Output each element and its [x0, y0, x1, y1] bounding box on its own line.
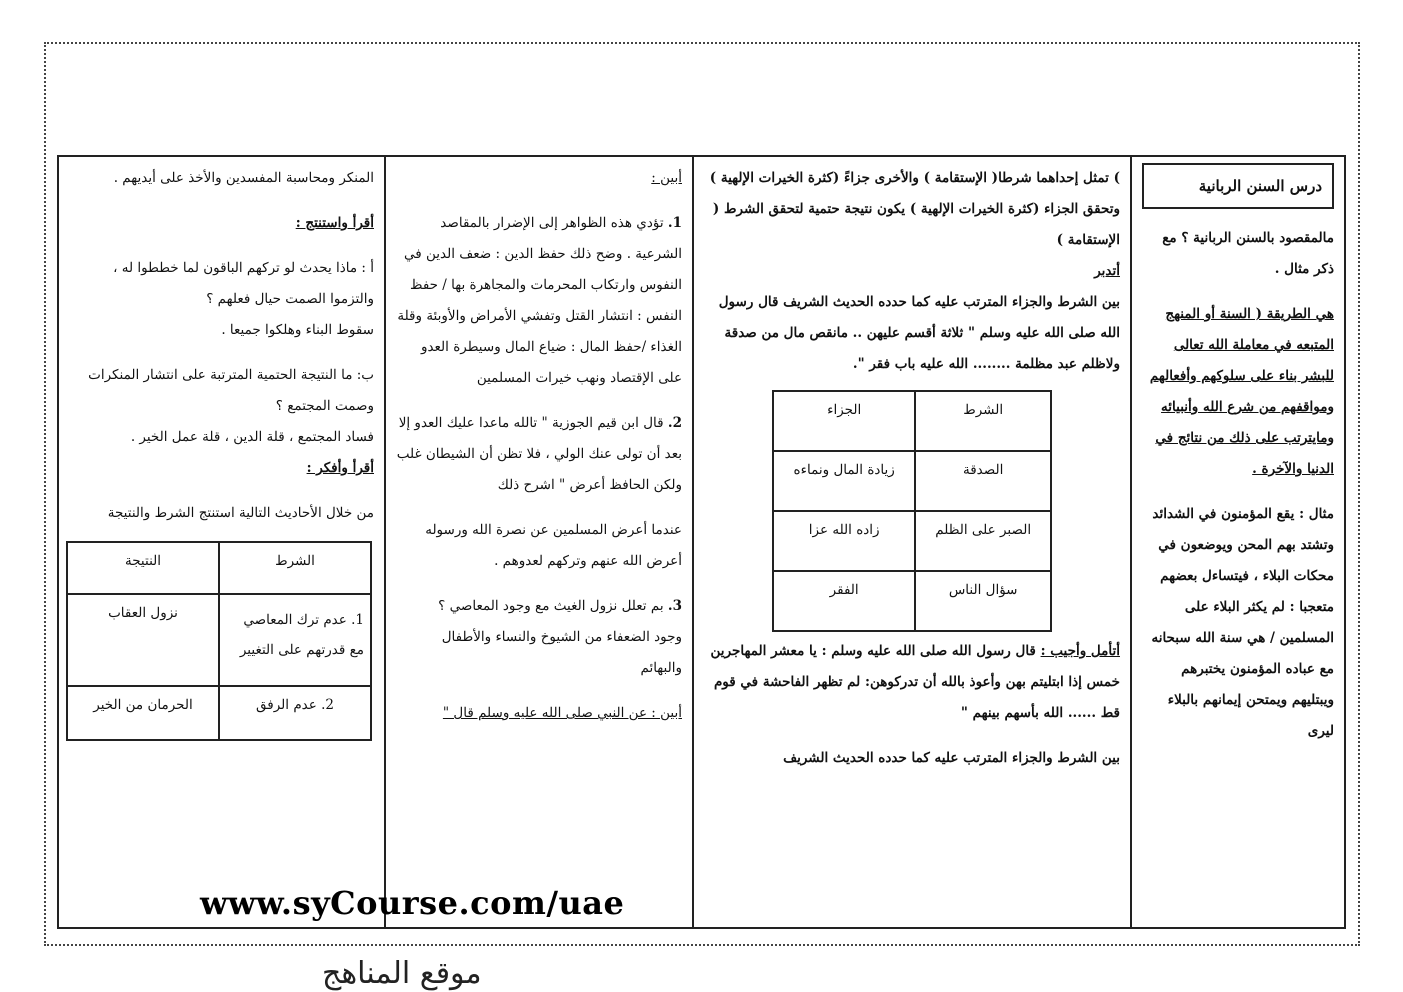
heading-reflect: أتأمل وأجيب : — [1040, 643, 1120, 659]
reflect-hadith: قال رسول الله صلى الله عليه وسلم : يا معشر المهاجرين خمس إذا ابتليتم بهن وأعوذ بالله أن تدركوهن: لم تظهر الفاحشة في قوم قط ...... الله بأسهم بينهم " — [710, 643, 1120, 721]
item-number: 2. — [667, 415, 682, 431]
reflect-paragraph — [704, 636, 1120, 729]
table-cell: 1. عدم ترك المعاصي مع قدرتهم على التغيير — [219, 594, 371, 686]
worksheet-frame — [57, 155, 1346, 929]
lesson-title: درس السنن الربانية — [1142, 163, 1334, 209]
item-2 — [396, 408, 682, 501]
heading-read-think: أقرأ وأفكر : — [306, 460, 374, 476]
table-header: الشرط — [915, 391, 1051, 451]
column-explain — [386, 157, 692, 927]
table-cell: 2. عدم الرفق — [219, 686, 371, 740]
item-number: 3. — [667, 598, 682, 614]
item-2-text: قال ابن قيم الجوزية " تالله ماعدا عليك العدو إلا بعد أن تولى عنك الولي ، فلا تظن أن الشيطان غلب ولكن الحافظ أعرض " اشرح ذلك — [396, 415, 682, 493]
table-cell: الصدقة — [915, 451, 1051, 511]
definition-answer: هي الطريقة ( السنة أو المنهج المتبعه في معاملة الله تعالى للبشر بناء على سلوكهم وأفعالهم ومواقفهم من شرع الله وأنبيائه ومايترتب على ذلك من نتائج في الدنيا والآخرة . — [1149, 306, 1334, 477]
table-cell: زاده الله عزا — [773, 511, 915, 571]
intro-paragraph: ) تمثل إحداهما شرطا( الإستقامة ) والأخرى جزاءً (كثرة الخيرات الإلهية ) وتحقق الجزاء (كثرة الخيرات الإلهية ) يكون نتيجة حتمية لتحقق الشرط ( الإستقامة ) — [709, 170, 1120, 248]
item-number: 1. — [667, 215, 682, 231]
item-1-text: تؤدي هذه الظواهر إلى الإضرار بالمقاصد الشرعية . وضح ذلك حفظ الدين : ضعف الدين في النفوس وارتكاب المحرمات والمجاهرة بها / حفظ النفس : انتشار القتل وتفشي الأمراض والأوبئة وقلة الغذاء /حفظ المال : ضياع المال وسيطرة العدو على الإقتصاد ونهب خيرات المسلمين — [397, 215, 682, 386]
heading-read-deduce: أقرأ واستنتج : — [295, 215, 374, 231]
table-header: النتيجة — [67, 542, 219, 594]
table-header: الشرط — [219, 542, 371, 594]
item-3-text: بم تعلل نزول الغيث مع وجود المعاصي ؟ — [438, 598, 664, 614]
question-definition: مالمقصود بالسنن الربانية ؟ مع ذكر مثال . — [1162, 230, 1334, 277]
answer-a: سقوط البناء وهلكوا جميعا . — [221, 322, 374, 338]
table-cell: نزول العقاب — [67, 594, 219, 686]
question-b: ب: ما النتيجة الحتمية المترتبة على انتشار المنكرات وصمت المجتمع ؟ — [88, 367, 374, 414]
item-3-answer: وجود الضعفاء من الشيوخ والنساء والأطفال والبهائم — [441, 629, 682, 676]
continued-text: المنكر ومحاسبة المفسدين والأخذ على أيديهم . — [113, 170, 374, 186]
table-cell: الصبر على الظلم — [915, 511, 1051, 571]
column-definition — [1132, 157, 1344, 927]
answer-b: فساد المجتمع ، قلة الدين ، قلة عمل الخير . — [130, 429, 374, 445]
item-1 — [396, 208, 682, 394]
table-cell: الحرمان من الخير — [67, 686, 219, 740]
question-a: أ : ماذا يحدث لو تركهم الباقون لما خططوا له ، والتزموا الصمت حيال فعلهم ؟ — [113, 260, 374, 307]
column-divider — [692, 157, 694, 927]
closing-instruction: بين الشرط والجزاء المترتب عليه كما حدده الحديث الشريف — [783, 750, 1120, 766]
heading-explain: أبين : — [651, 170, 682, 186]
example-text: مثال : يقع المؤمنون في الشدائد وتشتد بهم المحن ويوضعون في محكات البلاء ، فيتساءل بعضهم متعجبا : لم يكثر البلاء على المسلمين / هي سنة الله سبحانه مع عباده المؤمنون يختبرهم ويبتليهم ويمتحن إيمانهم بالبلاء ليرى — [1151, 506, 1334, 739]
hadith-paragraph: بين الشرط والجزاء المترتب عليه كما حدده الحديث الشريف قال رسول الله صلى الله عليه وسلم " ثلاثة أقسم عليهن .. مانقص مال من صدقة ولاظلم عبد مظلمة ........ الله عليه باب فقر ". — [718, 294, 1120, 372]
condition-result-table — [66, 541, 372, 741]
column-read-deduce — [59, 157, 384, 927]
column-divider — [1130, 157, 1132, 927]
heading-explain-hadith: أبين : عن النبي صلى الله عليه وسلم قال " — [442, 705, 682, 721]
table-cell: الفقر — [773, 571, 915, 631]
table-cell: سؤال الناس — [915, 571, 1051, 631]
site-name: موقع المناهج — [322, 956, 482, 991]
table-header: الجزاء — [773, 391, 915, 451]
heading-contemplate: أتدبر — [1094, 263, 1120, 279]
column-divider — [384, 157, 386, 927]
condition-reward-table — [772, 390, 1052, 632]
item-3 — [396, 591, 682, 622]
item-2-answer: عندما أعرض المسلمين عن نصرة الله ورسوله أعرض الله عنهم وتركهم لعدوهم . — [425, 522, 682, 569]
watermark-url: www.syCourse.com/uae — [200, 884, 625, 922]
column-condition-reward — [694, 157, 1130, 927]
table-cell: زيادة المال ونماءه — [773, 451, 915, 511]
table-intro: من خلال الأحاديث التالية استنتج الشرط والنتيجة — [107, 505, 374, 521]
